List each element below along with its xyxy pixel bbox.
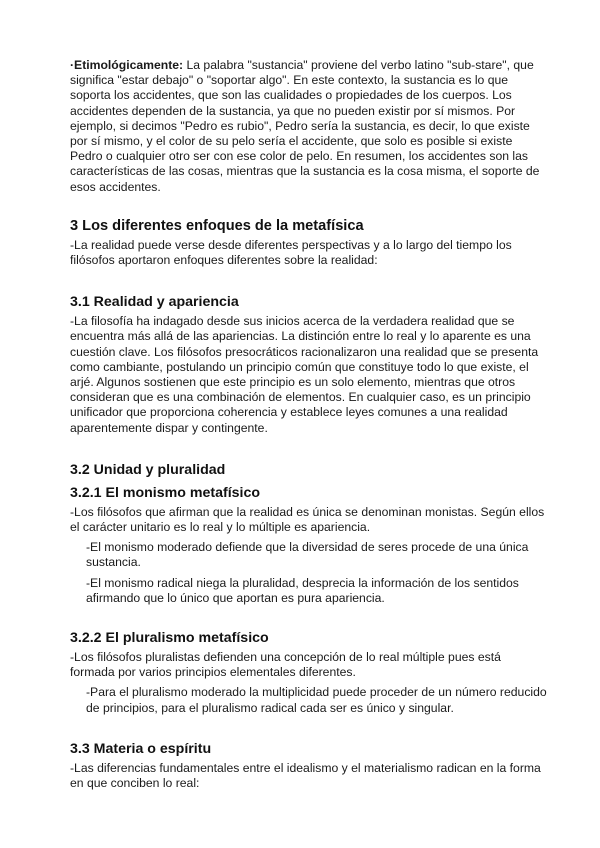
section-3-3-text: -Las diferencias fundamentales entre el idealismo y el materialismo radican en la forma en que conciben lo real: [70,760,541,791]
section-3-2-2-heading: 3.2.2 El pluralismo metafísico [70,630,269,647]
section-3-2-heading: 3.2 Unidad y pluralidad [70,461,226,478]
section-3-2-1-heading: 3.2.1 El monismo metafísico [70,484,261,501]
intro-paragraph [70,58,548,195]
section-3-heading: 3 Los diferentes enfoques de la metafísica [70,217,364,234]
section-3-1-heading: 3.1 Realidad y apariencia [70,294,239,311]
section-3-2-1-text: -Los filósofos que afirman que la realidad es única se denominan monistas. Según ellos el carácter unitario es lo real y lo múltiple es apariencia. [70,504,545,535]
monism-moderate-item: -El monismo moderado defiende que la diversidad de seres procede de una única sustancia. [86,540,529,570]
intro-label: ·Etimológicamente: [70,58,184,72]
page-content [70,58,548,791]
pluralism-item: -Para el pluralismo moderado la multiplicidad puede proceder de un número reducido de principios, para el pluralismo radical cada ser es único y singular. [86,685,547,715]
section-3-text: -La realidad puede verse desde diferentes perspectivas y a lo largo del tiempo los filósofos aportaron enfoques diferentes sobre la realidad: [70,237,512,268]
intro-text: La palabra "sustancia" proviene del verbo latino "sub-stare", que significa "estar debajo" o "soportar algo". En este contexto, la sustancia es lo que soporta los accidentes, que son las cualidades o propiedades de los cuerpos. Los accidentes dependen de la sustancia, ya que no pueden existir por sí mismos. Por ejemplo, si decimos "Pedro es rubio", Pedro sería la sustancia, es decir, lo que existe por sí mismo, y el color de su pelo sería el accidente, que solo es posible si existe Pedro o cualquier otro ser con ese color de pelo. En resumen, los accidentes son las características de las cosas, mientras que la sustancia es la cosa misma, el soporte de esos accidentes. [70,58,540,194]
section-3-1-text: -La filosofía ha indagado desde sus inicios acerca de la verdadera realidad que se encuentra más allá de las apariencias. La distinción entre lo real y lo aparente es una cuestión clave. Los filósofos presocráticos racionalizaron una realidad que se presenta como cambiante, postulando un principio común que constituye todo lo que existe, el arjé. Algunos sostienen que este principio es un solo elemento, mientras que otros consideran que es una combinación de elementos. En cualquier caso, es un principio unificador que proporciona coherencia y establece leyes comunes a una realidad aparentemente dispar y contingente. [70,314,539,435]
section-3-3-heading: 3.3 Materia o espíritu [70,740,212,757]
monism-radical-item: -El monismo radical niega la pluralidad, desprecia la información de los sentidos afirmando que lo único que aportan es pura apariencia. [86,575,519,605]
section-3-2-2-text: -Los filósofos pluralistas defienden una concepción de lo real múltiple pues está formada por varios principios elementales diferentes. [70,650,501,680]
